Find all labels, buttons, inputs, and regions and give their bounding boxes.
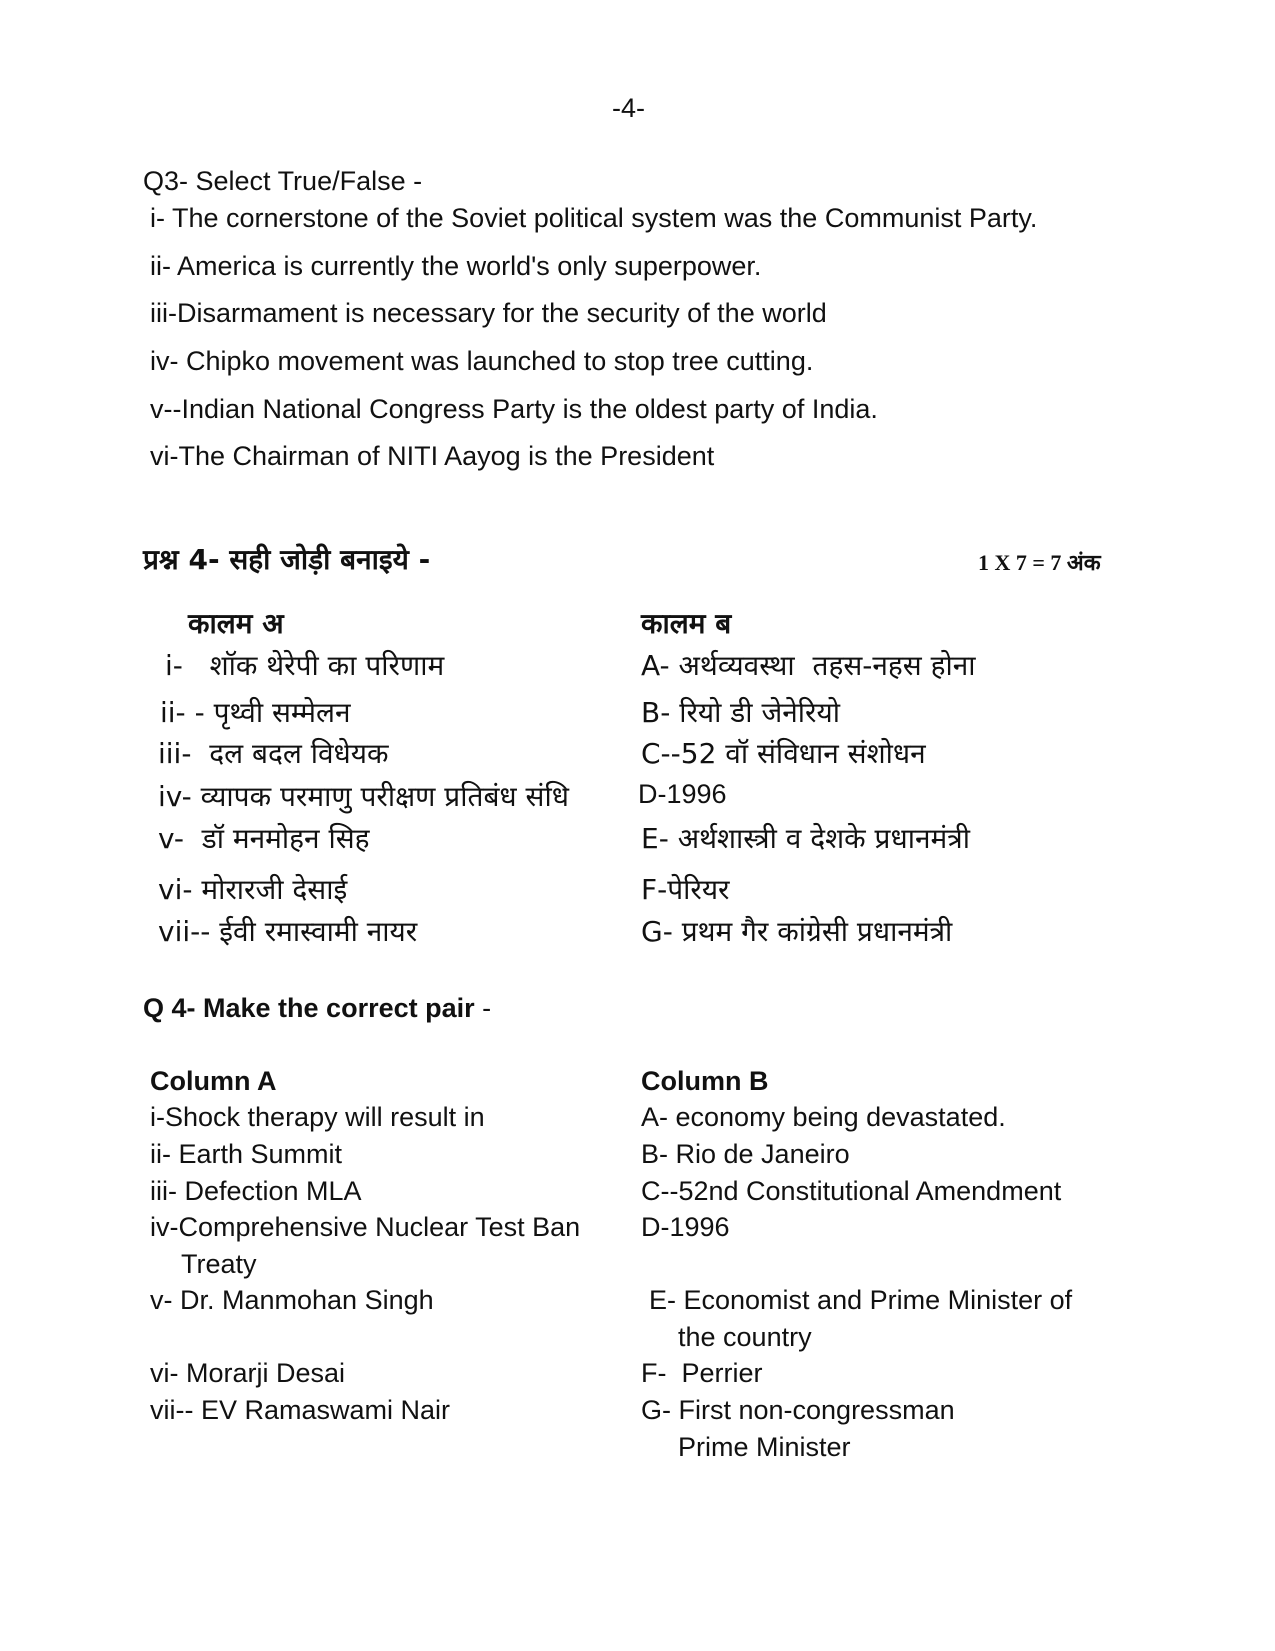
col-a-header-hindi: कालम अ <box>188 607 284 640</box>
col-b-header-hindi: कालम ब <box>641 607 732 640</box>
q4-english-title: Q 4- Make the correct pair <box>143 993 475 1023</box>
col-a-item-hindi: v- डॉ मनमोहन सिह <box>158 822 370 855</box>
col-a-item-english: i-Shock therapy will result in <box>150 1102 485 1132</box>
col-b-item-english: G- First non-congressman <box>641 1395 955 1425</box>
col-a-item-hindi: vii-- ईवी रमास्वामी नायर <box>158 915 418 948</box>
q3-item: i- The cornerstone of the Soviet political system was the Communist Party. <box>150 203 1038 233</box>
col-b-item-english: B- Rio de Janeiro <box>641 1139 850 1169</box>
col-a-item-english: iv-Comprehensive Nuclear Test Ban <box>150 1212 581 1242</box>
q3-item: iii-Disarmament is necessary for the security of the world <box>150 298 827 328</box>
col-b-item-hindi: E- अर्थशास्त्री व देशके प्रधानमंत्री <box>641 822 970 855</box>
col-b-item-hindi: D-1996 <box>638 779 727 809</box>
col-a-item-hindi: iii- दल बदल विधेयक <box>158 737 389 770</box>
col-a-item-hindi: iv- व्यापक परमाणु परीक्षण प्रतिबंध संधि <box>158 780 569 813</box>
col-b-item-english: F- Perrier <box>641 1358 763 1388</box>
col-a-item-hindi: i- शॉक थेरेपी का परिणाम <box>165 649 445 682</box>
col-a-item-english: vi- Morarji Desai <box>150 1358 346 1388</box>
q3-item: iv- Chipko movement was launched to stop tree cutting. <box>150 346 814 376</box>
col-b-item-english: C--52nd Constitutional Amendment <box>641 1176 1062 1206</box>
q3-item: v--Indian National Congress Party is the oldest party of India. <box>150 394 878 424</box>
col-b-header-english: Column B <box>641 1066 769 1096</box>
col-b-item-english-continued: the country <box>678 1322 812 1352</box>
col-b-item-hindi: B- रियो डी जेनेरियो <box>641 696 840 729</box>
page-number: -4- <box>612 93 645 123</box>
q3-item: ii- America is currently the world's only superpower. <box>150 251 762 281</box>
col-a-item-hindi: vi- मोरारजी देसाई <box>158 873 348 906</box>
col-b-item-english: A- economy being devastated. <box>641 1102 1006 1132</box>
col-a-item-english: v- Dr. Manmohan Singh <box>150 1285 434 1315</box>
q4-hindi-marks: 1 X 7 = 7 अंक <box>978 550 1101 575</box>
col-a-item-hindi: ii- - पृथ्वी सम्मेलन <box>160 696 351 729</box>
col-b-item-hindi: A- अर्थव्यवस्था तहस-नहस होना <box>641 649 976 682</box>
q4-hindi-title: प्रश्न 4- सही जोड़ी बनाइये - <box>143 543 431 576</box>
col-a-item-english-continued: Treaty <box>181 1249 257 1279</box>
col-a-header-english: Column A <box>150 1066 277 1096</box>
col-b-item-hindi: F-पेरियर <box>641 873 730 906</box>
col-b-item-english: D-1996 <box>641 1212 730 1242</box>
q4-english-title-suffix: - <box>474 993 492 1023</box>
col-b-item-english-continued: Prime Minister <box>678 1432 851 1462</box>
col-a-item-english: ii- Earth Summit <box>150 1139 343 1169</box>
q4-english-title-line <box>143 993 491 1024</box>
col-a-item-english: vii-- EV Ramaswami Nair <box>150 1395 451 1425</box>
col-b-item-hindi: C--52 वॉ संविधान संशोधन <box>641 737 926 770</box>
col-a-item-english: iii- Defection MLA <box>150 1176 362 1206</box>
q3-item: vi-The Chairman of NITI Aayog is the President <box>150 441 715 471</box>
col-b-item-english: E- Economist and Prime Minister of <box>649 1285 1073 1315</box>
q3-title: Q3- Select True/False - <box>143 166 423 196</box>
col-b-item-hindi: G- प्रथम गैर कांग्रेसी प्रधानमंत्री <box>641 915 953 948</box>
